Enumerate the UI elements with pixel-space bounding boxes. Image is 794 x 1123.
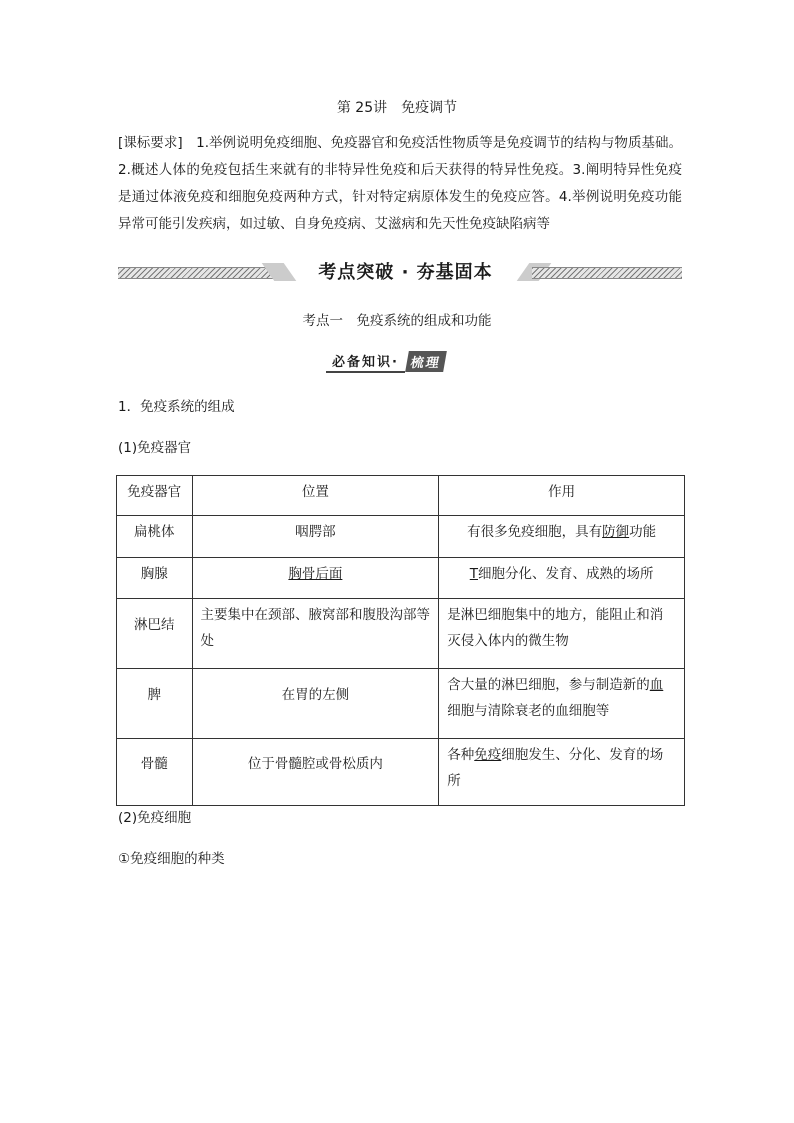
table-cell-function: T细胞分化、发育、成熟的场所 [439,558,685,599]
table-cell-position: 在胃的左侧 [192,669,439,739]
section-title: 考点一 免疫系统的组成和功能 [302,313,492,329]
table-cell-position: 胸骨后面 [192,558,439,599]
table-row [117,558,685,599]
lecture-title: 第 25讲 免疫调节 [336,100,458,116]
table-cell-organ: 脾 [117,669,193,739]
immune-organs-table [116,475,685,806]
table-cell-function: 是淋巴细胞集中的地方，能阻止和消灭侵入体内的微生物 [439,599,685,669]
table-header-row [117,476,685,516]
table-row [117,516,685,558]
banner-label: 考点突破 · 夯基固本 [318,262,493,283]
table-cell-organ: 骨髓 [117,739,193,806]
table-cell-position: 位于骨髓腔或骨松质内 [192,739,439,806]
curriculum-requirements: [课标要求] 1.举例说明免疫细胞、免疫器官和免疫活性物质等是免疫调节的结构与物质基础。2.概述人体的免疫包括生来就有的非特异性免疫和后天获得的特异性免疫。3.阐明特异性免疫是通过体液免疫和细胞免疫两种方式，针对特定病原体发生的免疫应答。4.举例说明免疫功能异常可能引发疾病，如过敏、自身免疫病、艾滋病和先天性免疫缺陷病等 [118,135,682,232]
badge-part2: 梳理 [405,351,447,372]
table-cell-function: 含大量的淋巴细胞，参与制造新的血细胞与清除衰老的血细胞等 [439,669,685,739]
heading-immune-cell-types: ①免疫细胞的种类 [118,851,225,867]
table-header-cell: 位置 [192,476,439,516]
knowledge-badge [326,351,445,371]
heading-immune-organs: (1)免疫器官 [118,440,192,456]
table-cell-organ: 胸腺 [117,558,193,599]
table-row [117,739,685,806]
badge-part1: 必备知识· [326,350,405,373]
section-banner [118,257,682,291]
heading-immune-system-composition: 1．免疫系统的组成 [118,399,235,415]
table-cell-organ: 扁桃体 [117,516,193,558]
heading-immune-cells: (2)免疫细胞 [118,810,192,826]
table-row [117,669,685,739]
table-header-cell: 免疫器官 [117,476,193,516]
banner-rule-left [118,267,286,279]
table-cell-position: 主要集中在颈部、腋窝部和腹股沟部等处 [192,599,439,669]
table-row [117,599,685,669]
table-cell-function: 有很多免疫细胞，具有防御功能 [439,516,685,558]
table-cell-position: 咽腭部 [192,516,439,558]
table-cell-organ: 淋巴结 [117,599,193,669]
table-cell-function: 各种免疫细胞发生、分化、发育的场所 [439,739,685,806]
banner-rule-right [532,267,682,279]
table-header-cell: 作用 [439,476,685,516]
